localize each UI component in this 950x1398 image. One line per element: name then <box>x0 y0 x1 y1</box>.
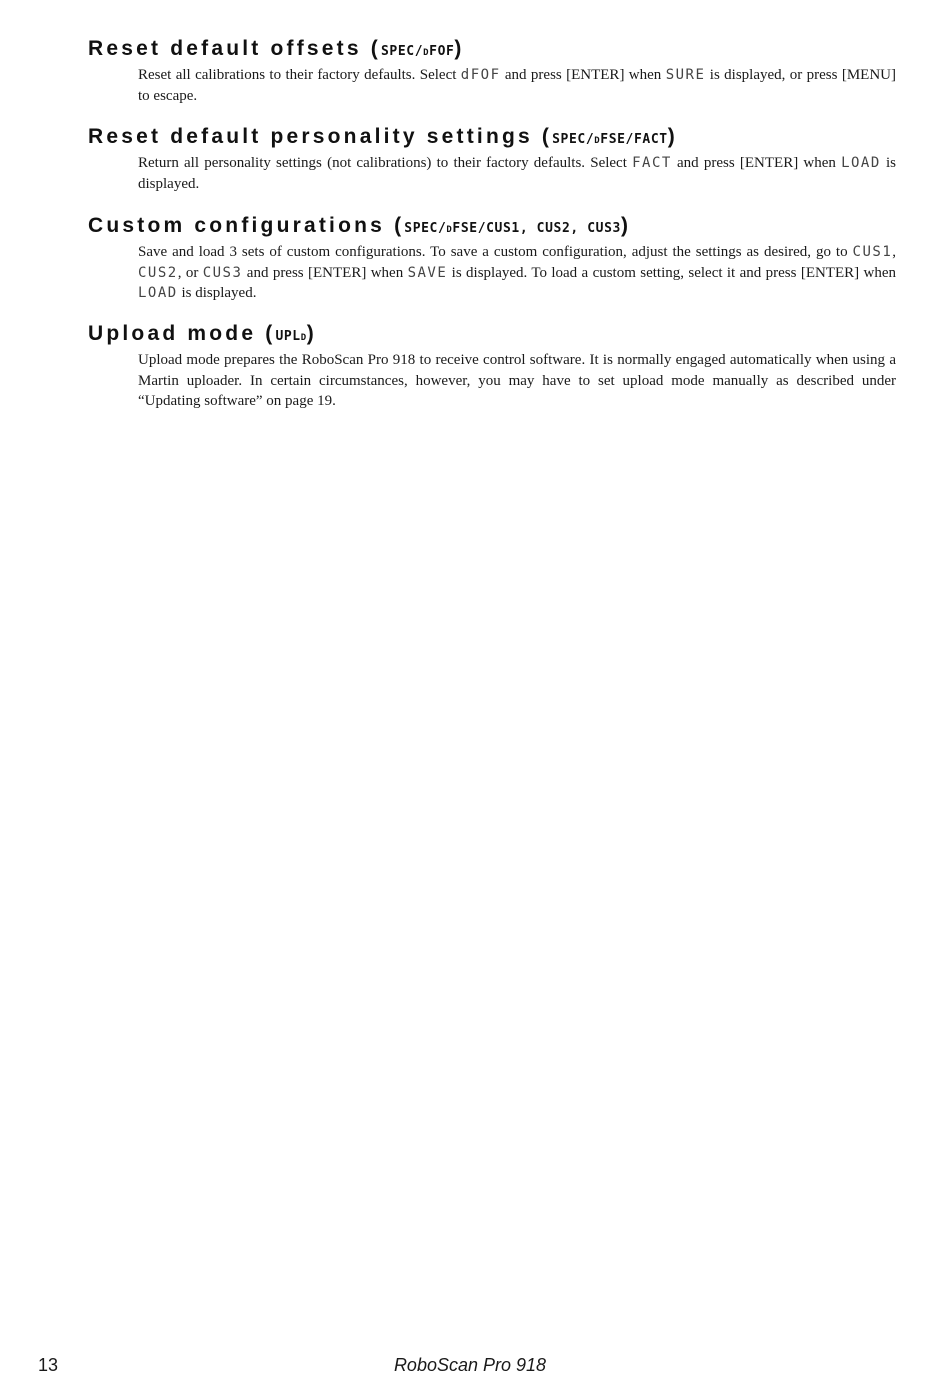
section-heading: Reset default personality settings (SPEC/dFSE/FACT) <box>88 125 678 148</box>
section-body <box>138 153 896 194</box>
display-code: CUS2 <box>138 264 178 281</box>
body-text-run: , or <box>177 264 203 281</box>
body-text-run: is displayed, or press [MENU] to escape. <box>138 67 896 104</box>
section-reset-default-offsets <box>88 36 896 106</box>
display-code: SURE <box>665 67 706 83</box>
section-heading: Custom configurations (SPEC/dFSE/CUS1, CUS2, CUS3) <box>88 214 632 237</box>
body-text-run: is displayed. To load a custom setting, select it and press [ENTER] when <box>447 264 896 281</box>
menu-path-code: SPEC/dFSE/FACT <box>552 132 668 147</box>
display-code: FACT <box>632 155 672 171</box>
body-text-run: , <box>892 244 896 260</box>
body-text-run: is displayed. <box>177 285 257 301</box>
heading-title: Custom configurations <box>88 214 386 237</box>
body-text-run: and press [ENTER] when <box>671 155 842 171</box>
section-heading: Reset default offsets (SPEC/dFOF) <box>88 37 465 60</box>
section-body <box>138 65 896 106</box>
body-text-run: Return all personality settings (not calibrations) to their factory defaults. Select <box>138 155 633 171</box>
heading-title: Upload mode <box>88 322 257 345</box>
heading-title: Reset default offsets <box>88 37 362 60</box>
heading-title: Reset default personality settings <box>88 125 533 148</box>
section-heading: Upload mode (UPLd) <box>88 322 317 345</box>
section-custom-configurations <box>88 213 896 304</box>
section-body <box>138 350 896 412</box>
body-text-run: is displayed. <box>138 155 896 192</box>
display-code: CUS3 <box>202 264 243 281</box>
footer-product-title: RoboScan Pro 918 <box>393 1355 547 1375</box>
display-code: SAVE <box>407 264 448 281</box>
display-code: LOAD <box>138 285 178 301</box>
body-text-run: Save and load 3 sets of custom configurations. To save a custom configuration, adjust the settings as desired, go to <box>138 244 853 260</box>
body-text-run: Reset all calibrations to their factory defaults. Select <box>138 67 461 83</box>
menu-path-code: SPEC/dFOF <box>380 44 455 59</box>
display-code: dFOF <box>460 67 501 83</box>
body-text-run: and press [ENTER] when <box>500 67 666 83</box>
body-text-run: and press [ENTER] when <box>242 264 408 281</box>
menu-path-code: SPEC/dFSE/CUS1, CUS2, CUS3 <box>404 221 621 236</box>
section-upload-mode <box>88 321 896 412</box>
display-code: LOAD <box>841 155 881 171</box>
page-number: 13 <box>38 1355 59 1375</box>
menu-path-code: UPLd <box>275 329 307 344</box>
section-reset-default-personality-settings <box>88 124 896 194</box>
body-text-run: Upload mode prepares the RoboScan Pro 918 to receive control software. It is normally engaged automatically when using a Martin uploader. In certain circumstances, however, you may have to set upload mode manually as described under “Updating software” on page 19. <box>138 352 896 409</box>
display-code: CUS1 <box>852 244 893 260</box>
section-body <box>138 242 896 304</box>
